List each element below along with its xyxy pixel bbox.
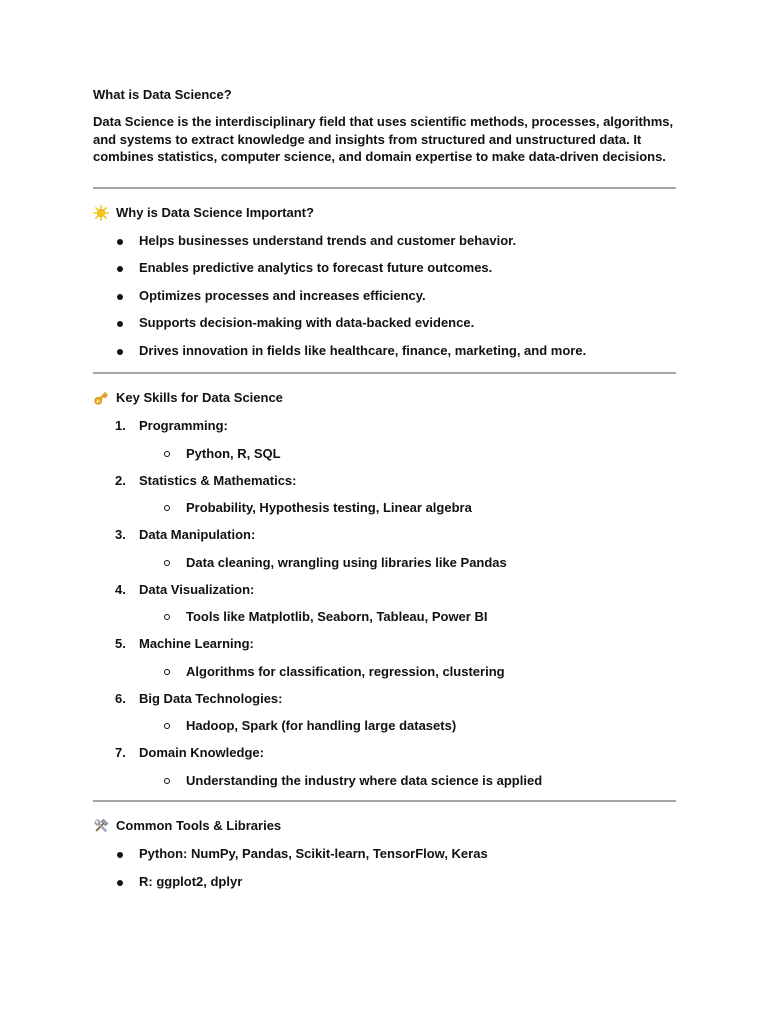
tools-list <box>93 845 676 890</box>
list-number: 2. <box>115 472 126 488</box>
list-item <box>93 259 676 277</box>
hollow-bullet-icon <box>164 778 170 784</box>
list-number: 1. <box>115 418 126 433</box>
list-item-text: Enables predictive analytics to forecast future outcomes. <box>139 260 493 275</box>
intro-paragraph: Data Science is the interdisciplinary field that uses scientific methods, processes, algorithms, and systems to extract knowledge and insights from structured and unstructured data. It combines statistics, computer science, and domain expertise to make data-driven decisions. <box>93 114 674 164</box>
list-item <box>93 690 676 708</box>
tools-icon <box>93 818 109 834</box>
list-item <box>93 581 676 599</box>
skill-label: Domain Knowledge: <box>139 745 264 760</box>
list-item <box>93 635 676 653</box>
list-number: 7. <box>115 745 126 760</box>
skill-detail-text: Hadoop, Spark (for handling large datasets) <box>186 718 457 733</box>
tools-heading <box>93 817 676 835</box>
skill-label: Big Data Technologies: <box>139 690 283 706</box>
section-divider <box>93 372 676 374</box>
hollow-bullet-icon <box>164 669 170 675</box>
skill-detail-text: Data cleaning, wrangling using libraries like Pandas <box>186 554 507 570</box>
list-item-text: Helps businesses understand trends and customer behavior. <box>139 232 517 248</box>
list-item <box>93 314 676 332</box>
hollow-bullet-icon <box>164 505 170 511</box>
list-item <box>93 417 676 435</box>
bullet-icon <box>117 852 123 858</box>
hollow-bullet-icon <box>164 614 170 620</box>
skill-detail-text: Python, R, SQL <box>186 445 281 461</box>
section-divider <box>93 800 676 802</box>
skill-detail <box>93 608 676 626</box>
bullet-icon <box>117 321 123 327</box>
list-item <box>93 472 676 490</box>
importance-list <box>93 232 676 360</box>
list-number: 5. <box>115 636 126 651</box>
skill-label: Machine Learning: <box>139 636 254 651</box>
skill-label: Data Visualization: <box>139 581 255 597</box>
list-item-text: Supports decision-making with data-backed evidence. <box>139 315 475 330</box>
skill-label: Statistics & Mathematics: <box>139 472 297 488</box>
list-item <box>93 845 676 863</box>
hollow-bullet-icon <box>164 451 170 457</box>
list-item-text: Optimizes processes and increases efficiency. <box>139 287 426 303</box>
bullet-icon <box>117 266 123 272</box>
skill-detail <box>93 445 676 463</box>
skill-label: Programming: <box>139 418 228 433</box>
list-item <box>93 342 676 360</box>
list-item <box>93 744 676 762</box>
key-icon <box>93 390 109 406</box>
bullet-icon <box>117 349 123 355</box>
skill-detail <box>93 717 676 735</box>
list-item <box>93 232 676 250</box>
document-page <box>93 86 676 900</box>
list-item-text: R: ggplot2, dplyr <box>139 873 243 889</box>
list-item-text: Python: NumPy, Pandas, Scikit-learn, TensorFlow, Keras <box>139 846 488 861</box>
list-number: 4. <box>115 581 126 597</box>
list-number: 3. <box>115 527 126 542</box>
skill-detail-text: Understanding the industry where data science is applied <box>186 772 543 788</box>
bullet-icon <box>117 239 123 245</box>
bullet-icon <box>117 880 123 886</box>
skills-heading <box>93 389 676 407</box>
tools-title: Common Tools & Libraries <box>116 818 282 834</box>
list-item <box>93 526 676 544</box>
skill-detail-text: Algorithms for classification, regression, clustering <box>186 663 505 679</box>
section-divider <box>93 187 676 189</box>
skills-list <box>93 417 676 789</box>
hollow-bullet-icon <box>164 560 170 566</box>
skill-detail <box>93 554 676 572</box>
list-number: 6. <box>115 690 126 706</box>
skills-title: Key Skills for Data Science <box>116 390 283 406</box>
list-item-text: Drives innovation in fields like healthcare, finance, marketing, and more. <box>139 342 587 358</box>
skill-detail-text: Probability, Hypothesis testing, Linear algebra <box>186 500 472 515</box>
bullet-icon <box>117 294 123 300</box>
list-item <box>93 873 676 891</box>
intro-title: What is Data Science? <box>93 87 232 102</box>
sun-icon <box>93 205 109 221</box>
skill-detail <box>93 663 676 681</box>
importance-heading <box>93 204 676 222</box>
list-item <box>93 287 676 305</box>
skill-detail-text: Tools like Matplotlib, Seaborn, Tableau, Power BI <box>186 609 488 624</box>
skill-detail <box>93 499 676 517</box>
skill-detail <box>93 772 676 790</box>
hollow-bullet-icon <box>164 723 170 729</box>
skill-label: Data Manipulation: <box>139 527 256 542</box>
importance-title: Why is Data Science Important? <box>116 204 314 220</box>
